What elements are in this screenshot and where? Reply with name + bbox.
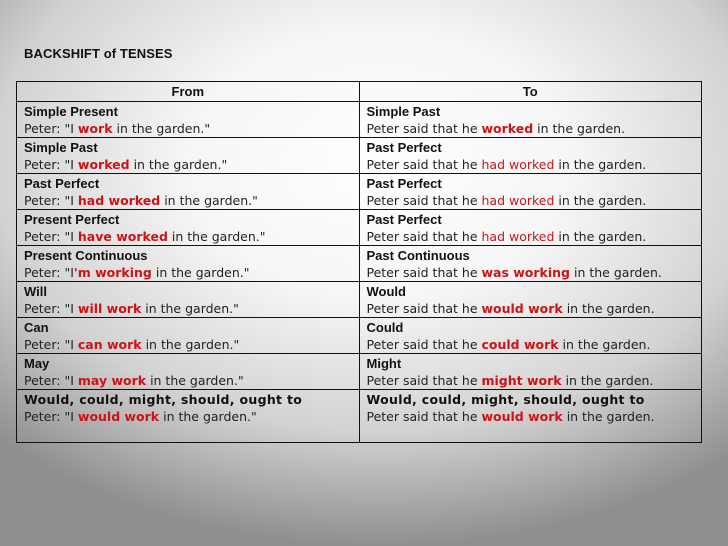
tense-name: Would, could, might, should, ought to bbox=[366, 392, 645, 407]
from-cell bbox=[17, 174, 360, 210]
highlighted-verb: would work bbox=[481, 409, 563, 424]
header-row bbox=[17, 82, 702, 102]
example-sentence: Peter said that he could work in the garden. bbox=[366, 337, 651, 352]
highlighted-verb: had worked bbox=[77, 193, 161, 208]
example-sentence: Peter: "I have worked in the garden." bbox=[24, 229, 266, 244]
example-sentence: Peter: "I would work in the garden." bbox=[24, 409, 257, 424]
tense-name: Past Perfect bbox=[24, 176, 100, 191]
table-row bbox=[17, 318, 702, 354]
example-sentence: Peter: "I may work in the garden." bbox=[24, 373, 244, 388]
highlighted-verb: was working bbox=[481, 265, 571, 280]
example-sentence: Peter said that he had worked in the garden. bbox=[366, 229, 647, 244]
highlighted-verb: may work bbox=[77, 373, 147, 388]
tense-name: Past Perfect bbox=[366, 176, 442, 191]
from-cell bbox=[17, 246, 360, 282]
from-cell bbox=[17, 282, 360, 318]
example-sentence: Peter: "I can work in the garden." bbox=[24, 337, 240, 352]
to-cell bbox=[359, 210, 702, 246]
table-row bbox=[17, 282, 702, 318]
example-sentence: Peter: "I will work in the garden." bbox=[24, 301, 239, 316]
highlighted-verb: can work bbox=[77, 337, 142, 352]
from-cell bbox=[17, 102, 360, 138]
example-sentence: Peter: "I'm working in the garden." bbox=[24, 265, 250, 280]
highlighted-verb: might work bbox=[481, 373, 562, 388]
highlighted-verb: would work bbox=[77, 409, 160, 424]
highlighted-verb: had worked bbox=[481, 229, 555, 244]
to-cell bbox=[359, 138, 702, 174]
table-row bbox=[17, 210, 702, 246]
to-cell bbox=[359, 174, 702, 210]
example-sentence: Peter: "I had worked in the garden." bbox=[24, 193, 258, 208]
tense-name: Simple Present bbox=[24, 104, 118, 119]
highlighted-verb: would work bbox=[481, 301, 563, 316]
tense-name: Would bbox=[366, 284, 406, 299]
table-row bbox=[17, 246, 702, 282]
tense-name: Might bbox=[366, 356, 402, 371]
to-cell bbox=[359, 246, 702, 282]
to-cell bbox=[359, 354, 702, 390]
from-cell bbox=[17, 210, 360, 246]
column-header-from: From bbox=[17, 82, 360, 102]
table-row bbox=[17, 102, 702, 138]
tense-name: Present Continuous bbox=[24, 248, 148, 263]
to-cell bbox=[359, 282, 702, 318]
tense-name: Would, could, might, should, ought to bbox=[24, 392, 303, 407]
from-cell bbox=[17, 354, 360, 390]
from-cell bbox=[17, 318, 360, 354]
highlighted-verb: had worked bbox=[481, 193, 555, 208]
example-sentence: Peter said that he would work in the garden. bbox=[366, 409, 655, 424]
example-sentence: Peter said that he had worked in the garden. bbox=[366, 193, 647, 208]
to-cell bbox=[359, 102, 702, 138]
tense-name: Past Perfect bbox=[366, 140, 442, 155]
column-header-to: To bbox=[359, 82, 702, 102]
tense-name: Past Continuous bbox=[366, 248, 470, 263]
tense-name: Will bbox=[24, 284, 47, 299]
tense-name: Simple Past bbox=[24, 140, 98, 155]
table-row bbox=[17, 138, 702, 174]
from-cell bbox=[17, 138, 360, 174]
to-cell bbox=[359, 318, 702, 354]
highlighted-verb: will work bbox=[77, 301, 142, 316]
table-row bbox=[17, 390, 702, 443]
table-row bbox=[17, 174, 702, 210]
example-sentence: Peter said that he might work in the garden. bbox=[366, 373, 654, 388]
example-sentence: Peter said that he worked in the garden. bbox=[366, 121, 626, 136]
tense-name: May bbox=[24, 356, 50, 371]
tense-name: Present Perfect bbox=[24, 212, 120, 227]
highlighted-verb: work bbox=[77, 121, 113, 136]
example-sentence: Peter said that he was working in the garden. bbox=[366, 265, 662, 280]
tense-name: Past Perfect bbox=[366, 212, 442, 227]
highlighted-verb: 'm working bbox=[73, 265, 152, 280]
example-sentence: Peter said that he would work in the garden. bbox=[366, 301, 655, 316]
tense-name: Simple Past bbox=[366, 104, 441, 119]
example-sentence: Peter: "I work in the garden." bbox=[24, 121, 211, 136]
tense-name: Could bbox=[366, 320, 404, 335]
from-cell bbox=[17, 390, 360, 443]
highlighted-verb: could work bbox=[481, 337, 559, 352]
highlighted-verb: worked bbox=[77, 157, 130, 172]
page-title: BACKSHIFT of TENSES bbox=[24, 46, 173, 61]
highlighted-verb: worked bbox=[481, 121, 534, 136]
example-sentence: Peter said that he had worked in the garden. bbox=[366, 157, 647, 172]
highlighted-verb: have worked bbox=[77, 229, 168, 244]
table-row bbox=[17, 354, 702, 390]
highlighted-verb: had worked bbox=[481, 157, 555, 172]
tense-name: Can bbox=[24, 320, 49, 335]
backshift-table bbox=[16, 81, 702, 443]
to-cell bbox=[359, 390, 702, 443]
example-sentence: Peter: "I worked in the garden." bbox=[24, 157, 228, 172]
